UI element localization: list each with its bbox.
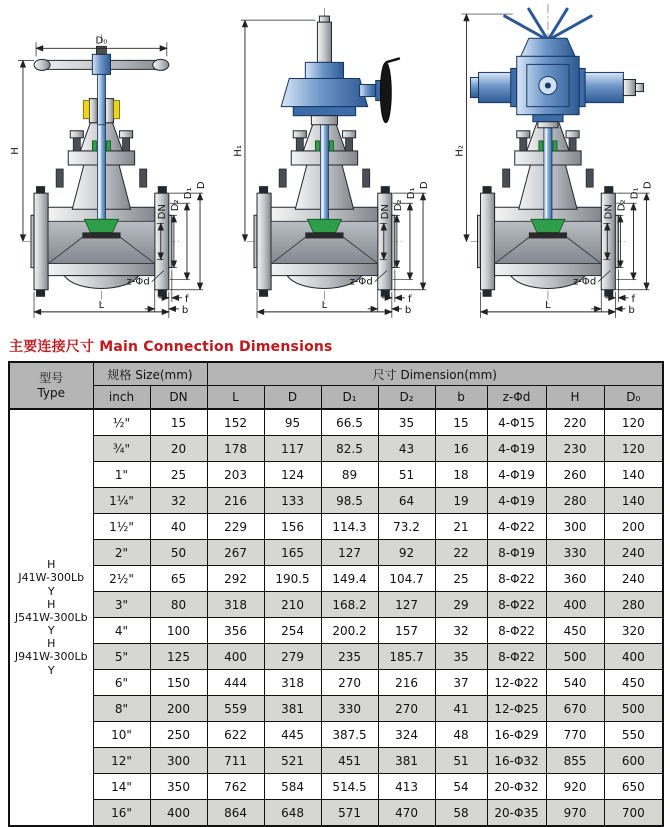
type-line: J941W-300Lb [14, 650, 88, 664]
dimension-cell: 216 [378, 670, 435, 696]
dimension-cell: 1½" [93, 514, 150, 540]
dimension-cell: 16" [93, 800, 150, 827]
dim-label-l: L [321, 299, 328, 311]
dimension-cell: 514.5 [321, 774, 378, 800]
type-line: Y [47, 663, 55, 677]
dimension-cell: 6" [93, 670, 150, 696]
dimension-cell: 387.5 [321, 722, 378, 748]
dim-label-l: L [545, 299, 551, 311]
dim-label-d1: D₁ [182, 187, 194, 200]
dimension-cell: 51 [378, 462, 435, 488]
dimension-cell: 185.7 [378, 644, 435, 670]
dimension-cell: 318 [207, 592, 264, 618]
dimension-cell: 250 [150, 722, 207, 748]
dimension-cell: 140 [604, 462, 663, 488]
dimension-cell: 4-Φ22 [487, 514, 546, 540]
dimension-cell: 92 [378, 540, 435, 566]
dimension-cell: 270 [321, 670, 378, 696]
dim-label-dn: DN [156, 204, 168, 220]
dim-label-f: f [184, 293, 189, 305]
dimension-cell: 12-Φ25 [487, 696, 546, 722]
electric-actuator [470, 4, 643, 128]
dimension-cell: 571 [321, 800, 378, 827]
dimension-cell: 280 [546, 488, 604, 514]
dim-label-b: b [628, 304, 635, 316]
dim-label-d2: D₂ [616, 199, 628, 212]
dimension-cell: 521 [264, 748, 321, 774]
dimension-cell: 35 [435, 644, 487, 670]
dimension-cell: 124 [264, 462, 321, 488]
handwheel [34, 46, 169, 124]
dimension-cell: 235 [321, 644, 378, 670]
dimension-cell: 600 [604, 748, 663, 774]
dimension-cell: 700 [604, 800, 663, 827]
dimension-cell: 4-Φ15 [487, 409, 546, 436]
dimension-cell: 140 [604, 488, 663, 514]
dimension-cell: 400 [546, 592, 604, 618]
table-row [9, 618, 663, 644]
dim-label-d: D [419, 181, 431, 190]
dimension-cell: 178 [207, 436, 264, 462]
dim-label-d2: D₂ [392, 199, 404, 212]
dimension-cell: 133 [264, 488, 321, 514]
dimension-cell: 37 [435, 670, 487, 696]
dimension-cell: 35 [378, 409, 435, 436]
col-header-d: D [264, 386, 321, 410]
dimension-cell: 117 [264, 436, 321, 462]
dimension-cell: 648 [264, 800, 321, 827]
dimension-cell: 22 [435, 540, 487, 566]
dimension-cell: 381 [378, 748, 435, 774]
table-row [9, 436, 663, 462]
dimension-cell: 210 [264, 592, 321, 618]
dimension-cell: 8-Φ22 [487, 618, 546, 644]
dimension-cell: 330 [546, 540, 604, 566]
col-header-type-zh: 型号 [39, 370, 64, 385]
dimension-cell: 3" [93, 592, 150, 618]
dimension-cell: ¾" [93, 436, 150, 462]
type-line: J541W-300Lb [14, 610, 88, 624]
dimension-cell: 240 [604, 540, 663, 566]
dimension-cell: 762 [207, 774, 264, 800]
type-line: H [47, 637, 56, 651]
dimension-table-body [9, 409, 663, 826]
dimension-cell: 8-Φ19 [487, 540, 546, 566]
dimension-cell: 20 [150, 436, 207, 462]
dim-label-b: b [181, 304, 189, 316]
dim-label-h1: H₁ [232, 145, 244, 157]
dimension-cell: 95 [264, 409, 321, 436]
dimension-cell: 2" [93, 540, 150, 566]
dim-label-d2: D₂ [169, 199, 181, 212]
valve-figures [0, 0, 670, 332]
col-group-dimension: 尺寸 Dimension(mm) [207, 362, 663, 386]
dimension-cell: 32 [150, 488, 207, 514]
dimension-cell: 73.2 [378, 514, 435, 540]
dimension-cell: 66.5 [321, 409, 378, 436]
dimension-cell: 550 [604, 722, 663, 748]
dimension-cell: 20-Φ32 [487, 774, 546, 800]
dimension-cell: 120 [604, 436, 663, 462]
dimension-cell: 451 [321, 748, 378, 774]
section-title [9, 336, 670, 356]
dimension-cell: 622 [207, 722, 264, 748]
type-line: H [47, 597, 56, 611]
dimension-cell: 216 [207, 488, 264, 514]
dimension-cell: ½" [93, 409, 150, 436]
dimension-cell: 15 [150, 409, 207, 436]
dimension-cell: 125 [150, 644, 207, 670]
figure-globe-valve-bevel-gear [223, 0, 446, 332]
dimension-cell: 18 [435, 462, 487, 488]
col-header-inch: inch [93, 386, 150, 410]
dimension-cell: 280 [604, 592, 663, 618]
dimension-cell: 10" [93, 722, 150, 748]
dimension-cell: 114.3 [321, 514, 378, 540]
dimension-cell: 12-Φ22 [487, 670, 546, 696]
dimension-cell: 4-Φ19 [487, 436, 546, 462]
dimension-cell: 43 [378, 436, 435, 462]
dimension-cell: 16-Φ32 [487, 748, 546, 774]
dimension-cell: 5" [93, 644, 150, 670]
dimension-cell: 64 [378, 488, 435, 514]
dimension-cell: 120 [604, 409, 663, 436]
dimension-cell: 4" [93, 618, 150, 644]
table-row [9, 748, 663, 774]
type-line: H [47, 558, 56, 572]
dimension-cell: 127 [378, 592, 435, 618]
dim-label-h: H [9, 147, 21, 155]
dimension-cell: 8-Φ22 [487, 566, 546, 592]
dimension-cell: 330 [321, 696, 378, 722]
col-group-size: 规格 Size(mm) [93, 362, 207, 386]
dimension-cell: 149.4 [321, 566, 378, 592]
dimension-cell: 65 [150, 566, 207, 592]
dimension-cell: 711 [207, 748, 264, 774]
dimension-cell: 400 [207, 644, 264, 670]
dim-label-d: D [196, 181, 208, 190]
dimension-cell: 320 [604, 618, 663, 644]
figure-globe-valve-handwheel [0, 0, 223, 332]
dimension-cell: 8-Φ22 [487, 644, 546, 670]
dim-label-h2: H₂ [454, 145, 466, 157]
dimension-cell: 970 [546, 800, 604, 827]
dimension-cell: 15 [435, 409, 487, 436]
table-row [9, 670, 663, 696]
dim-label-f: f [631, 293, 635, 305]
dimension-cell: 864 [207, 800, 264, 827]
dimension-cell: 29 [435, 592, 487, 618]
dimension-cell: 279 [264, 644, 321, 670]
dimension-cell: 770 [546, 722, 604, 748]
dim-label-dn: DN [379, 204, 391, 220]
dimension-cell: 1" [93, 462, 150, 488]
dimension-cell: 156 [264, 514, 321, 540]
dimension-cell: 32 [435, 618, 487, 644]
table-row [9, 462, 663, 488]
dimension-cell: 670 [546, 696, 604, 722]
type-line: J41W-300Lb [18, 571, 85, 585]
dim-label-dn: DN [603, 204, 615, 220]
dim-label-z: z-Φd [126, 276, 150, 288]
dimension-cell: 270 [378, 696, 435, 722]
dimension-cell: 19 [435, 488, 487, 514]
dimension-cell: 350 [150, 774, 207, 800]
dimension-cell: 200.2 [321, 618, 378, 644]
dimension-cell: 48 [435, 722, 487, 748]
dimension-cell: 855 [546, 748, 604, 774]
dimension-cell: 254 [264, 618, 321, 644]
dim-label-z: z-Φd [573, 276, 597, 288]
dim-label-z: z-Φd [349, 276, 373, 288]
gear-operator [281, 8, 400, 125]
col-header-type-en: Type [37, 385, 66, 400]
table-row [9, 540, 663, 566]
dimension-cell: 203 [207, 462, 264, 488]
dim-label-d1: D₁ [629, 187, 641, 200]
dimension-cell: 152 [207, 409, 264, 436]
dim-label-d1: D₁ [405, 187, 417, 200]
dimension-cell: 20-Φ35 [487, 800, 546, 827]
dimension-cell: 2½" [93, 566, 150, 592]
table-row [9, 696, 663, 722]
col-header-d0: D₀ [604, 386, 663, 410]
table-row [9, 409, 663, 436]
col-header-h: H [546, 386, 604, 410]
dimension-cell: 450 [546, 618, 604, 644]
dimension-cell: 16-Φ29 [487, 722, 546, 748]
type-line: Y [47, 624, 55, 638]
dimension-cell: 12" [93, 748, 150, 774]
table-row [9, 488, 663, 514]
dimension-cell: 54 [435, 774, 487, 800]
dimension-cell: 168.2 [321, 592, 378, 618]
table-row [9, 774, 663, 800]
dimension-cell: 240 [604, 566, 663, 592]
dimension-cell: 267 [207, 540, 264, 566]
dimension-cell: 413 [378, 774, 435, 800]
dimension-cell: 318 [264, 670, 321, 696]
dimension-table [8, 361, 664, 827]
dimension-cell: 300 [546, 514, 604, 540]
dimension-cell: 4-Φ19 [487, 462, 546, 488]
col-header-d2: D₂ [378, 386, 435, 410]
dimension-cell: 40 [150, 514, 207, 540]
dimension-cell: 540 [546, 670, 604, 696]
dim-label-d: D [642, 181, 654, 190]
dimension-cell: 356 [207, 618, 264, 644]
dimension-cell: 165 [264, 540, 321, 566]
table-row [9, 800, 663, 827]
dim-label-f: f [407, 293, 412, 305]
col-header-b: b [435, 386, 487, 410]
dimension-cell: 220 [546, 409, 604, 436]
dimension-cell: 80 [150, 592, 207, 618]
type-line: Y [47, 584, 55, 598]
dimension-cell: 104.7 [378, 566, 435, 592]
dimension-cell: 157 [378, 618, 435, 644]
dimension-cell: 127 [321, 540, 378, 566]
table-row [9, 644, 663, 670]
col-header-l: L [207, 386, 264, 410]
dimension-cell: 51 [435, 748, 487, 774]
dim-label-d0: D₀ [95, 35, 108, 47]
dimension-cell: 4-Φ19 [487, 488, 546, 514]
dimension-cell: 584 [264, 774, 321, 800]
dim-label-b: b [404, 304, 412, 316]
dimension-cell: 58 [435, 800, 487, 827]
dimension-cell: 400 [150, 800, 207, 827]
figure-globe-valve-electric [446, 0, 670, 332]
col-header-d1: D₁ [321, 386, 378, 410]
dimension-cell: 229 [207, 514, 264, 540]
col-header-dn: DN [150, 386, 207, 410]
section-title-text: 主要连接尺寸 Main Connection Dimensions [9, 339, 333, 355]
dimension-cell: 400 [604, 644, 663, 670]
dimension-cell: 450 [604, 670, 663, 696]
col-header-z-phi-d: z-Φd [487, 386, 546, 410]
dimension-cell: 200 [150, 696, 207, 722]
type-cell [9, 409, 93, 826]
col-header-type [9, 362, 93, 409]
dim-label-l: L [98, 299, 105, 311]
dimension-cell: 470 [378, 800, 435, 827]
dimension-cell: 360 [546, 566, 604, 592]
dimension-cell: 230 [546, 436, 604, 462]
dimension-cell: 21 [435, 514, 487, 540]
dimension-cell: 292 [207, 566, 264, 592]
dimension-cell: 324 [378, 722, 435, 748]
dimension-cell: 8-Φ22 [487, 592, 546, 618]
dimension-cell: 300 [150, 748, 207, 774]
dimension-cell: 559 [207, 696, 264, 722]
dimension-cell: 8" [93, 696, 150, 722]
dimension-cell: 260 [546, 462, 604, 488]
dimension-cell: 500 [546, 644, 604, 670]
dimension-cell: 200 [604, 514, 663, 540]
table-row [9, 722, 663, 748]
table-row [9, 514, 663, 540]
dimension-cell: 100 [150, 618, 207, 644]
dimension-cell: 89 [321, 462, 378, 488]
dimension-cell: 500 [604, 696, 663, 722]
dimension-cell: 16 [435, 436, 487, 462]
dimension-cell: 1¼" [93, 488, 150, 514]
dimension-cell: 190.5 [264, 566, 321, 592]
table-row [9, 592, 663, 618]
dimension-cell: 650 [604, 774, 663, 800]
table-row [9, 566, 663, 592]
dimension-cell: 25 [150, 462, 207, 488]
dimension-cell: 14" [93, 774, 150, 800]
dimension-cell: 920 [546, 774, 604, 800]
dimension-cell: 381 [264, 696, 321, 722]
dimension-cell: 445 [264, 722, 321, 748]
dimension-cell: 98.5 [321, 488, 378, 514]
dimension-cell: 444 [207, 670, 264, 696]
dimension-cell: 82.5 [321, 436, 378, 462]
dimension-cell: 150 [150, 670, 207, 696]
dimension-cell: 25 [435, 566, 487, 592]
dimension-cell: 41 [435, 696, 487, 722]
dimension-cell: 50 [150, 540, 207, 566]
